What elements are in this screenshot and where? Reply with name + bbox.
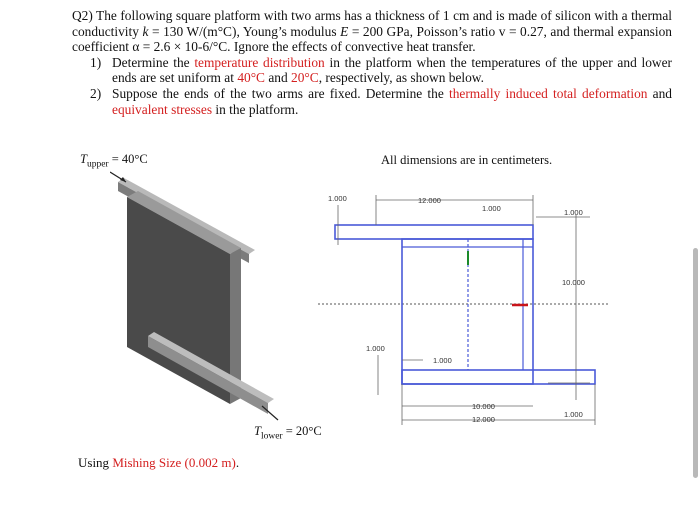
task-item-1: 1) Determine the temperature distribution in the platform when the temperatures of the upper and lower ends are set uniform at 40°C and 20°C, respectively, as shown below. xyxy=(90,54,672,86)
bottom-arm-outline xyxy=(402,370,595,384)
dim-label-bottom-inner: 10.000 xyxy=(472,402,495,411)
highlight-meshing-size: Mishing Size (0.002 m) xyxy=(112,455,236,470)
dimensions-note: All dimensions are in centimeters. xyxy=(381,153,553,167)
dim-label-bottom-outer: 12.000 xyxy=(472,415,495,424)
top-arm-outline xyxy=(335,225,533,239)
dim-label-mid-left: 1.000 xyxy=(366,344,385,353)
task-item-2: 2) Suppose the ends of the two arms are fixed. Determine the thermally induced total deformation and equivalent stresses in the platform. xyxy=(90,85,672,117)
dim-label-mid-arm: 1.000 xyxy=(433,356,452,365)
t-upper-label: $T_{upper} = 40^\circ C$ xyxy=(80,152,148,170)
highlight-upper-temp: 40°C xyxy=(237,70,265,86)
t-lower-label: $T_{lower} = 20^\circ C$ xyxy=(254,424,322,442)
dim-label-top-arm: 1.000 xyxy=(482,204,501,213)
dim-label-top-left: 1.000 xyxy=(328,194,347,203)
meshing-note: Using Mishing Size (0.002 m). xyxy=(78,455,240,470)
task-list xyxy=(72,55,672,117)
lower-temp-arrow xyxy=(262,406,278,420)
highlight-equivalent-stresses: equivalent stresses xyxy=(112,101,213,117)
highlight-total-deformation: thermally induced total deformation xyxy=(448,85,648,101)
dim-label-right-top: 1.000 xyxy=(564,208,583,217)
problem-intro: Q2) The following square platform with two arms has a thickness of 1 cm and is made of silicon with a thermal conductivity k = 130 W/(m°C), Young’s modulus E = 200 GPa, Poisson’s ratio v = 0.27, and thermal expansion coefficient α = 2.6 × 10-6/°C. Ignore the effects of convective heat transfer. xyxy=(72,8,672,55)
dimension-drawing xyxy=(318,185,608,430)
vertical-scrollbar[interactable] xyxy=(693,248,698,478)
dim-label-top-width: 12.000 xyxy=(418,196,441,205)
highlight-lower-temp: 20°C xyxy=(291,70,319,86)
problem-statement xyxy=(72,8,672,117)
dim-label-right-bottom: 1.000 xyxy=(564,410,583,419)
dim-label-right-height: 10.000 xyxy=(562,278,585,287)
platform-3d-model xyxy=(110,168,310,428)
highlight-temperature-distribution: temperature distribution xyxy=(194,54,325,70)
